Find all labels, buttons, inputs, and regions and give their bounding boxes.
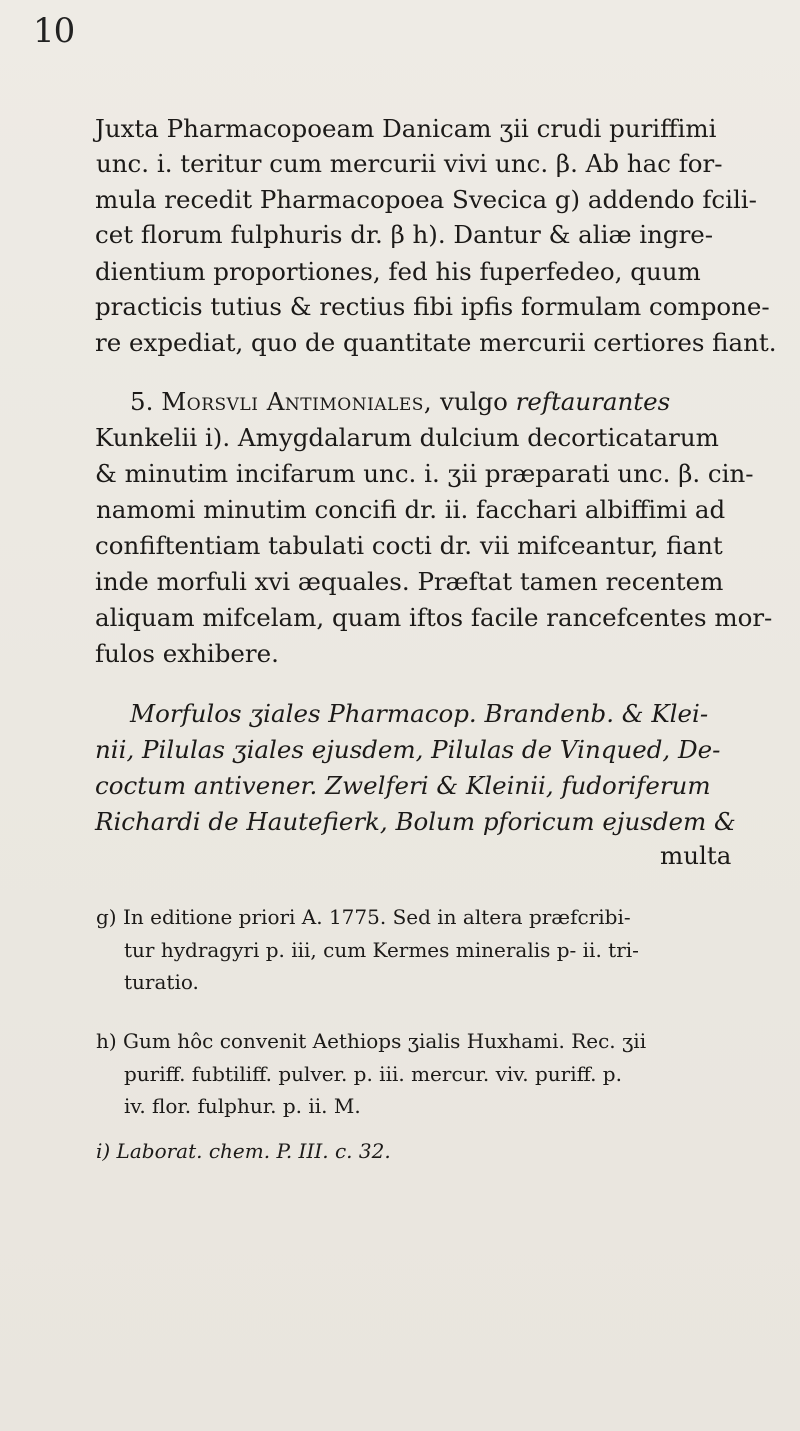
footnote-line: h) Gum hôc convenit Aethiops ʒialis Huxhami. Rec. ʒii <box>96 1029 647 1053</box>
text-line: fulos exhibere. <box>95 639 279 668</box>
text-line: Juxta Pharmacopoeam Danicam ʒii crudi puriffimi <box>95 114 717 143</box>
text-line: Richardi de Hautefierk, Bolum pforicum ejusdem & <box>95 807 736 836</box>
footnote-line: i) Laborat. chem. P. III. c. 32. <box>96 1139 391 1163</box>
heading-italic-term: reftaurantes <box>515 387 671 416</box>
footnote-line: puriff. fubtiliff. pulver. p. iii. mercur. viv. puriff. p. <box>124 1062 622 1086</box>
text-line: unc. i. teritur cum mercurii vivi unc. β. Ab hac for- <box>96 149 723 178</box>
text-line: namomi minutim concifi dr. ii. facchari albiffimi ad <box>96 495 726 524</box>
text-line: inde morfuli xvi æquales. Præftat tamen recentem <box>95 567 724 596</box>
footnote-line: turatio. <box>124 970 199 994</box>
text-line: Kunkelii i). Amygdalarum dulcium decorticatarum <box>95 423 719 452</box>
text-line: mula recedit Pharmacopoea Svecica g) addendo fcili- <box>95 185 757 214</box>
text-line: practicis tutius & rectius fibi ipfis formulam compone- <box>95 292 770 321</box>
footnote-line: tur hydragyri p. iii, cum Kermes mineralis p- ii. tri- <box>124 938 639 962</box>
text-line: nii, Pilulas ʒiales ejusdem, Pilulas de Vinqued, De- <box>95 735 721 764</box>
text-line: re expediat, quo de quantitate mercurii certiores fiant. <box>95 328 777 357</box>
text-line: coctum antivener. Zwelferi & Kleinii, fudoriferum <box>95 771 711 800</box>
section-heading <box>130 386 670 418</box>
heading-connector: vulgo <box>432 387 516 416</box>
section-title: Morsvli Antimoniales, <box>161 387 433 416</box>
text-line: confiftentiam tabulati cocti dr. vii mifceantur, fiant <box>95 531 723 560</box>
text-line: cet florum fulphuris dr. β h). Dantur & aliæ ingre- <box>95 220 714 249</box>
text-line: dientium proportiones, fed his fuperfedeo, quum <box>95 257 701 286</box>
text-line: & minutim incifarum unc. i. ʒii præparati unc. β. cin- <box>95 459 754 488</box>
catchword: multa <box>660 841 732 870</box>
text-line: aliquam mifcelam, quam iftos facile rancefcentes mor- <box>95 603 773 632</box>
footnote-line: g) In editione priori A. 1775. Sed in altera præfcribi- <box>96 905 631 929</box>
text-line: Morfulos ʒiales Pharmacop. Brandenb. & Klei- <box>130 699 709 728</box>
footnote-line: iv. flor. fulphur. p. ii. M. <box>124 1094 361 1118</box>
page-number: 10 <box>33 11 75 51</box>
section-number: 5. <box>130 387 154 416</box>
